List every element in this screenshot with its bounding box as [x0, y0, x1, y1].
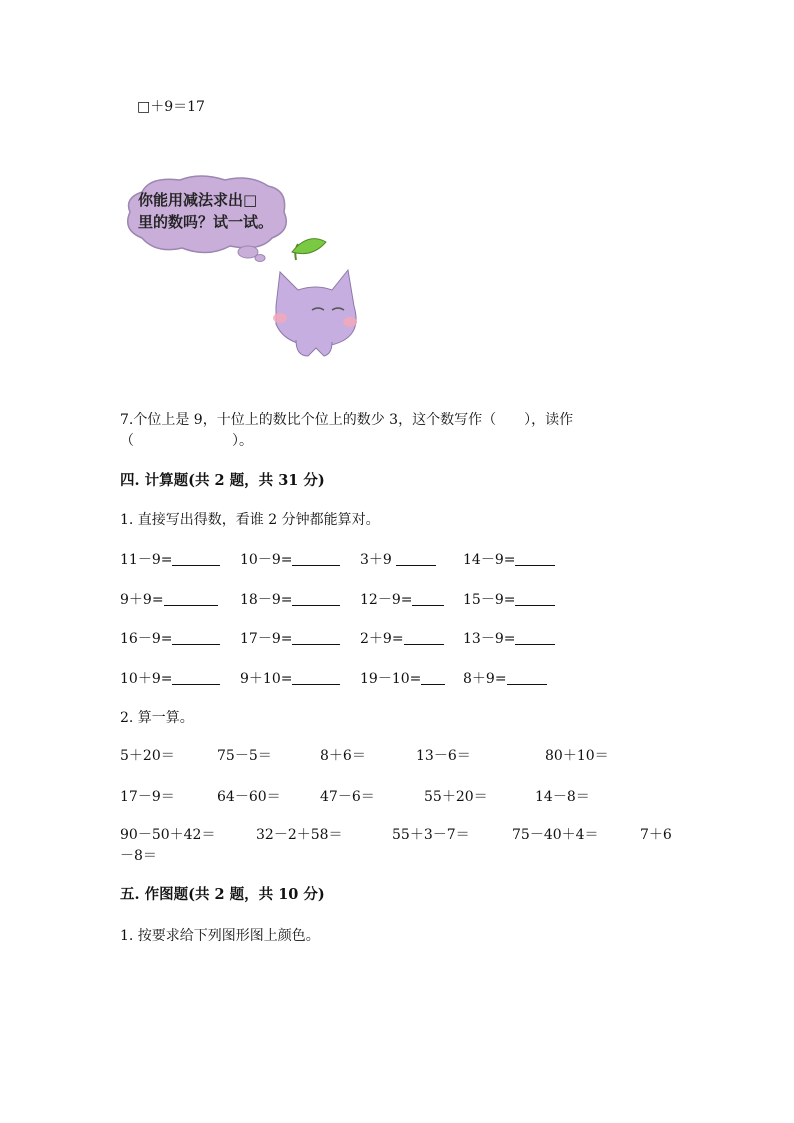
- answer-blank[interactable]: [404, 630, 444, 645]
- expression-text: 2＋9=: [360, 631, 404, 647]
- answer-blank[interactable]: [292, 551, 340, 566]
- answer-blank[interactable]: [515, 551, 555, 566]
- mental-math-item: [463, 549, 555, 569]
- calculation-item: 55＋3－7＝: [392, 827, 470, 843]
- illustration-svg: [120, 172, 362, 366]
- calculation-item: 75－5＝: [217, 748, 272, 764]
- question-7-line-2: （ ）。: [120, 433, 253, 449]
- section-5-q1-title: 1. 按要求给下列图形图上颜色。: [120, 928, 320, 944]
- expression-text: 14－9=: [463, 552, 516, 568]
- mental-math-item: [463, 668, 547, 688]
- calculation-item: 55＋20＝: [424, 789, 488, 805]
- answer-blank[interactable]: [172, 630, 220, 645]
- expression-text: 8＋9=: [463, 671, 507, 687]
- mental-math-item: [240, 668, 340, 688]
- expression-text: 15－9=: [463, 592, 516, 608]
- expression-text: 17－9=: [240, 631, 293, 647]
- question-7-line-1: 7.个位上是 9，十位上的数比个位上的数少 3，这个数写作（ ），读作: [120, 412, 574, 428]
- expression-text: 19－10=: [360, 671, 422, 687]
- answer-blank[interactable]: [515, 630, 555, 645]
- expression-text: 11－9=: [120, 552, 173, 568]
- mental-math-item: [240, 589, 340, 609]
- expression-text: 9＋9=: [120, 592, 164, 608]
- section-4-q1-title: 1. 直接写出得数，看谁 2 分钟都能算对。: [120, 512, 380, 528]
- answer-blank[interactable]: [172, 551, 220, 566]
- calculation-item: 32－2＋58＝: [256, 827, 343, 843]
- bubble-line-1: 你能用减法求出□: [138, 191, 258, 209]
- calculation-item: 7＋6: [640, 827, 672, 843]
- answer-blank[interactable]: [164, 591, 218, 606]
- mental-math-item: [240, 628, 340, 648]
- expression-text: 9＋10=: [240, 671, 293, 687]
- expression-text: 18－9=: [240, 592, 293, 608]
- calculation-item: 64－60＝: [217, 789, 281, 805]
- answer-blank[interactable]: [172, 670, 220, 685]
- answer-blank[interactable]: [515, 591, 555, 606]
- expression-text: 13－9=: [463, 631, 516, 647]
- mental-math-item: [360, 628, 444, 648]
- equation-top: □＋9＝17: [137, 99, 205, 115]
- expression-text: 12－9=: [360, 592, 413, 608]
- mental-math-item: [120, 628, 220, 648]
- mental-math-item: [360, 589, 444, 609]
- calculation-item-continued: －8＝: [120, 848, 157, 864]
- section-4-q2-title: 2. 算一算。: [120, 710, 194, 726]
- answer-blank[interactable]: [292, 591, 340, 606]
- calculation-item: 13－6＝: [416, 748, 471, 764]
- section-4-title: 四. 计算题(共 2 题，共 31 分): [120, 472, 325, 489]
- calculation-item: 75－40＋4＝: [512, 827, 599, 843]
- answer-blank[interactable]: [412, 591, 444, 606]
- answer-blank[interactable]: [507, 670, 547, 685]
- bubble-line-2: 里的数吗？试一试。: [138, 213, 274, 231]
- mental-math-item: [360, 549, 436, 569]
- calculation-item: 90－50＋42＝: [120, 827, 216, 843]
- mental-math-item: [463, 589, 555, 609]
- calculation-item: 17－9＝: [120, 789, 175, 805]
- answer-blank[interactable]: [421, 670, 445, 685]
- answer-blank[interactable]: [396, 551, 436, 566]
- mental-math-item: [240, 549, 340, 569]
- calculation-item: 8＋6＝: [320, 748, 366, 764]
- thinking-cat-illustration: [120, 172, 362, 366]
- answer-blank[interactable]: [292, 630, 340, 645]
- section-5-title: 五. 作图题(共 2 题，共 10 分): [120, 886, 325, 903]
- calculation-item: 14－8＝: [535, 789, 590, 805]
- expression-text: 16－9=: [120, 631, 173, 647]
- calculation-item: 47－6＝: [320, 789, 375, 805]
- mental-math-item: [463, 628, 555, 648]
- mental-math-item: [360, 668, 445, 688]
- mental-math-item: [120, 668, 220, 688]
- expression-text: 3＋9: [360, 552, 397, 568]
- answer-blank[interactable]: [292, 670, 340, 685]
- expression-text: 10＋9=: [120, 671, 173, 687]
- calculation-item: 80＋10＝: [545, 748, 609, 764]
- purple-cat-icon: [273, 239, 357, 356]
- calculation-item: 5＋20＝: [120, 748, 175, 764]
- mental-math-item: [120, 589, 218, 609]
- expression-text: 10－9=: [240, 552, 293, 568]
- mental-math-item: [120, 549, 220, 569]
